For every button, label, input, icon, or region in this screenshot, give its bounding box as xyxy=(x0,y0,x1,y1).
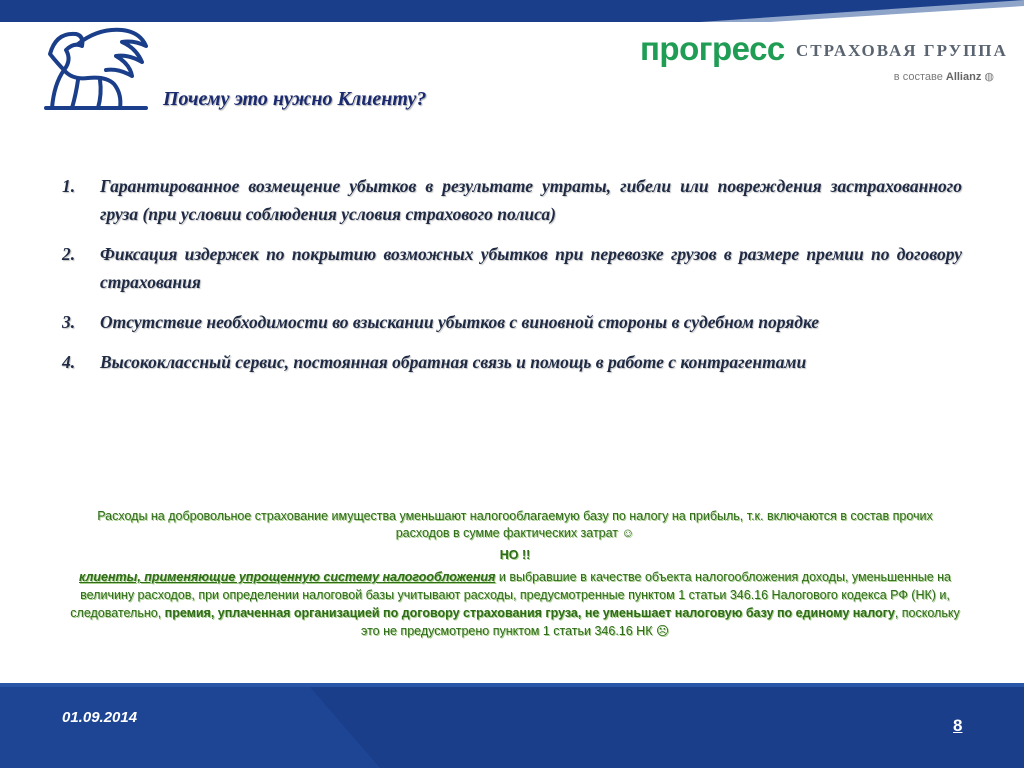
page-number[interactable]: 8 xyxy=(953,716,963,735)
list-item xyxy=(62,172,962,228)
allianz-emblem-icon: ◍ xyxy=(984,71,994,83)
list-item-number: 2. xyxy=(62,244,76,264)
tax-note-text: и выбравшие в качестве объекта налогообложения доходы, уменьшенные на величину расходов, при определении налоговой базы учитывают расходы, предусмотренные пунктом 1 статьи 346.16 Налогового кодекса РФ (НК) и, следовательно, xyxy=(70,570,952,620)
brand-partner-prefix: в составе xyxy=(893,71,943,83)
list-item-number: 3. xyxy=(62,312,76,332)
list-item xyxy=(62,240,962,296)
list-item-text: Отсутствие необходимости во взыскании убытков с виновной стороны в судебном порядке xyxy=(100,312,820,332)
footer-date: 01.09.2014 xyxy=(62,709,138,726)
list-item xyxy=(62,308,962,336)
top-banner xyxy=(0,0,1024,22)
brand-partner xyxy=(894,70,994,83)
tax-note-detail xyxy=(70,568,960,640)
brand-name: прогресс xyxy=(640,30,785,67)
list-item-text: Фиксация издержек по покрытию возможных убытков при перевозке грузов в размере премии по договору страхования xyxy=(100,244,962,292)
brand-logo xyxy=(640,30,1010,90)
brand-partner-name: Allianz xyxy=(945,71,982,83)
list-item xyxy=(62,348,962,376)
tax-note-emphasis: клиенты, применяющие упрощенную систему налогообложения xyxy=(78,570,496,584)
griffin-logo xyxy=(42,24,152,114)
page-title: Почему это нужно Клиенту? xyxy=(163,88,427,110)
tax-note-warning: НО !! xyxy=(499,548,531,562)
list-item-number: 1. xyxy=(62,176,76,196)
footer-bar xyxy=(0,683,1024,768)
list-item-text: Гарантированное возмещение убытков в результате утраты, гибели или повреждения застрахованного груза (при условии соблюдения условия страхового полиса) xyxy=(100,176,962,224)
tax-note-paragraph: Расходы на добровольное страхование имущества уменьшают налогооблагаемую базу по налогу на прибыль, т.к. включаются в состав прочих расходов в сумме фактических затрат ☺ xyxy=(97,509,933,540)
list-item-number: 4. xyxy=(62,352,76,372)
tax-note-bold: премия, уплаченная организацией по договору страхования груза, не уменьшает налоговую базу по единому налогу xyxy=(164,606,895,620)
benefits-list xyxy=(62,172,962,388)
brand-subtitle: СТРАХОВАЯ ГРУППА xyxy=(796,41,1008,60)
tax-note-text-end: , поскольку это не предусмотрено пунктом 1 статьи 346.16 НК ☹ xyxy=(360,606,960,638)
footer-decoration xyxy=(0,683,1024,768)
list-item-text: Высококлассный сервис, постоянная обратная связь и помощь в работе с контрагентами xyxy=(100,352,807,372)
tax-note xyxy=(70,508,960,640)
